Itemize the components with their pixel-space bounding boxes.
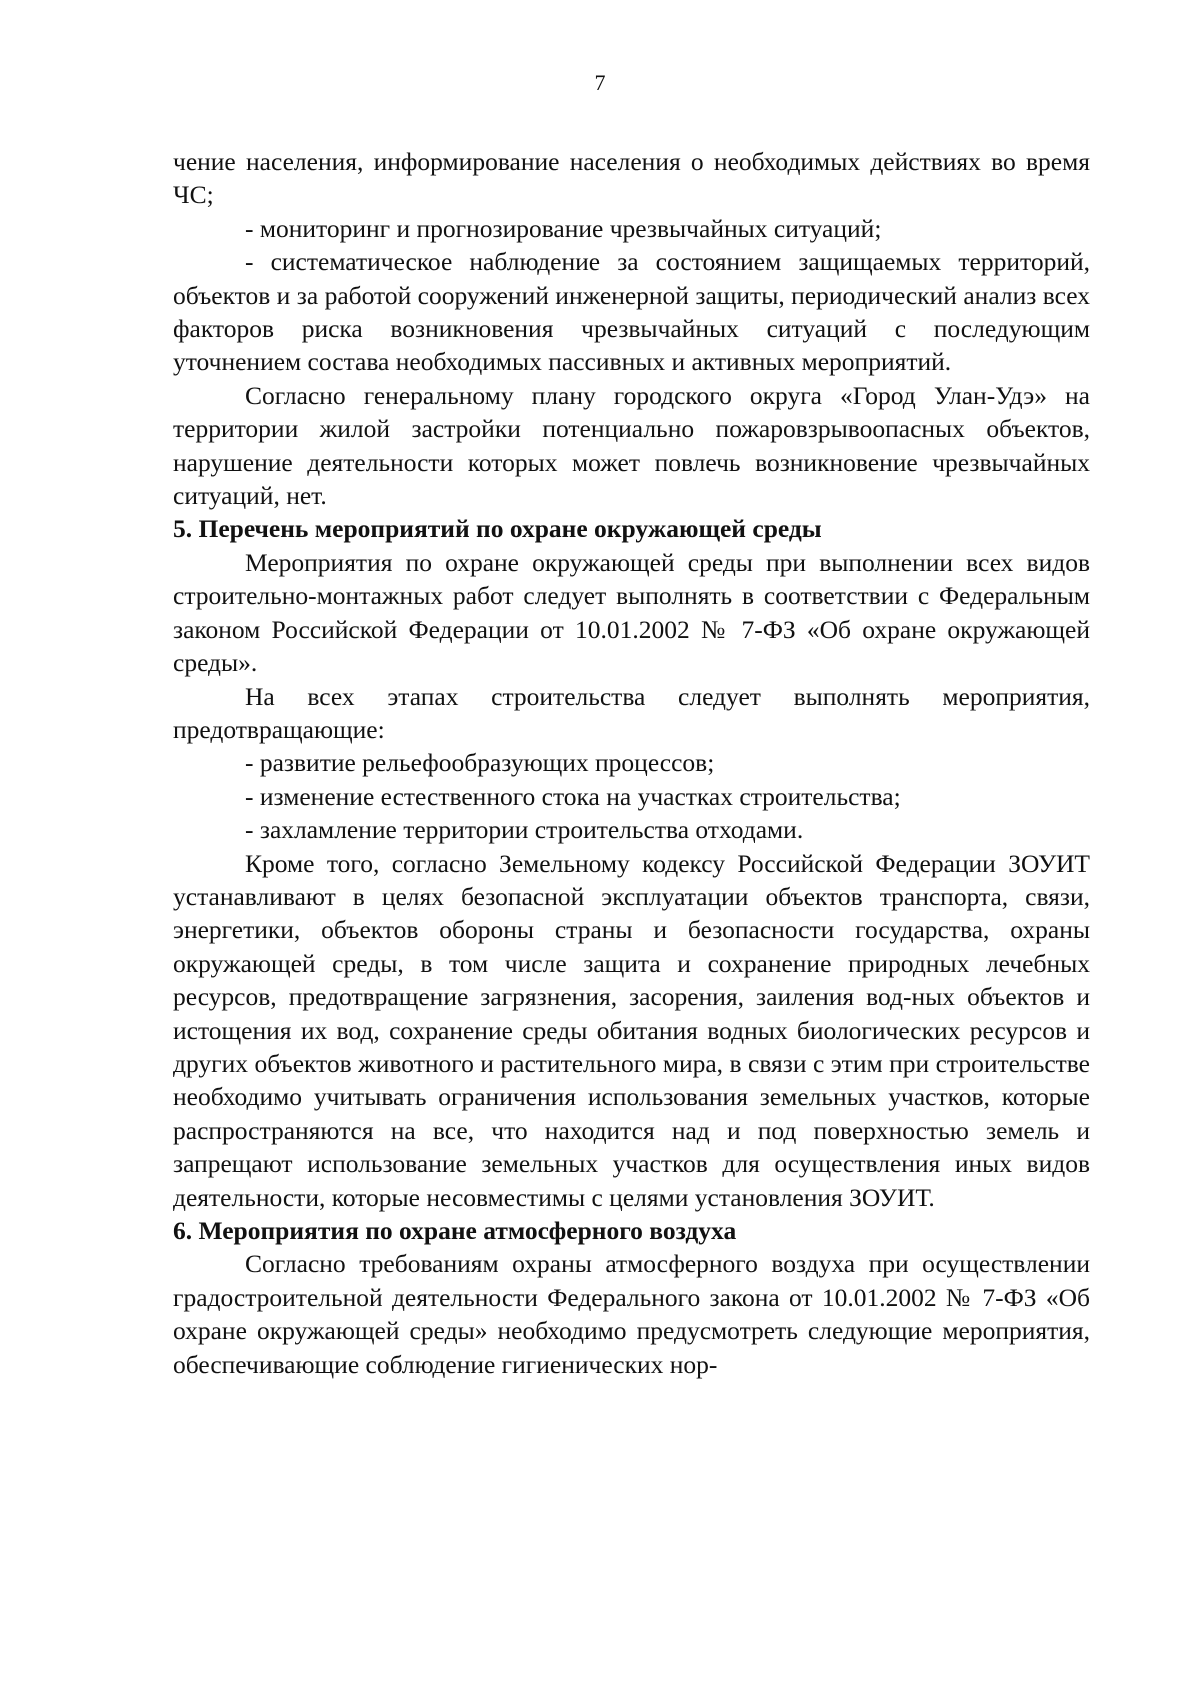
page-content bbox=[173, 145, 1090, 1381]
section-5-list-item-3: - захламление территории строительства отходами. bbox=[245, 815, 804, 845]
page-number: 7 bbox=[594, 70, 606, 95]
section-5-list-item-2: - изменение естественного стока на участках строительства; bbox=[245, 781, 901, 811]
section-5-paragraph-1: Мероприятия по охране окружающей среды при выполнении всех видов строительно-монтажных работ следует выполнять в соответствии с Федеральным законом Российской Федерации от 10.01.2002 № 7-ФЗ «Об охране окружающей среды». bbox=[173, 547, 1090, 678]
intro-paragraph-1: чение населения, информирование населения о необходимых действиях во время ЧС; bbox=[173, 147, 1090, 210]
section-6-heading: 6. Мероприятия по охране атмосферного воздуха bbox=[173, 1216, 737, 1245]
section-5-heading: 5. Перечень мероприятий по охране окружающей среды bbox=[173, 514, 822, 544]
section-5-paragraph-2: На всех этапах строительства следует выполнять мероприятия, предотвращающие: bbox=[173, 681, 1090, 744]
section-5-list-item-1: - развитие рельефообразующих процессов; bbox=[245, 748, 715, 778]
intro-paragraph-general-plan: Согласно генеральному плану городского округа «Город Улан-Удэ» на территории жилой застройки потенциально пожаровзрывоопасных объектов, нарушение деятельности которых может повлечь возникновение чрезвычайных ситуаций, нет. bbox=[173, 380, 1090, 511]
intro-list-item-monitoring: - мониторинг и прогнозирование чрезвычайных ситуаций; bbox=[245, 213, 882, 243]
intro-list-item-observation: - систематическое наблюдение за состоянием защищаемых территорий, объектов и за работой сооружений инженерной защиты, периодический анализ всех факторов риска возникновения чрезвычайных ситуаций с последующим уточнением состава необходимых пассивных и активных мероприятий. bbox=[173, 247, 1090, 377]
section-6-paragraph-1: Согласно требованиям охраны атмосферного воздуха при осуществлении градостроительной деятельности Федерального закона от 10.01.2002 № 7-ФЗ «Об охране окружающей среды» необходимо предусмотреть следующие мероприятия, обеспечивающие соблюдение гигиенических нор- bbox=[173, 1249, 1090, 1379]
section-5-paragraph-zouit: Кроме того, согласно Земельному кодексу Российской Федерации ЗОУИТ устанавливают в целях безопасной эксплуатации объектов транспорта, связи, энергетики, объектов обороны страны и безопасности государства, охраны окружающей среды, в том числе защита и сохранение природных лечебных ресурсов, предотвращение загрязнения, засорения, заиления вод-ных объектов и истощения их вод, сохранение среды обитания водных биологических ресурсов и других объектов животного и растительного мира, в связи с этим при строительстве необходимо учитывать ограничения использования земельных участков, которые распространяются на все, что находится над и под поверхностью земель и запрещают использование земельных участков для осуществления иных видов деятельности, которые несовместимы с целями установления ЗОУИТ. bbox=[173, 848, 1090, 1212]
